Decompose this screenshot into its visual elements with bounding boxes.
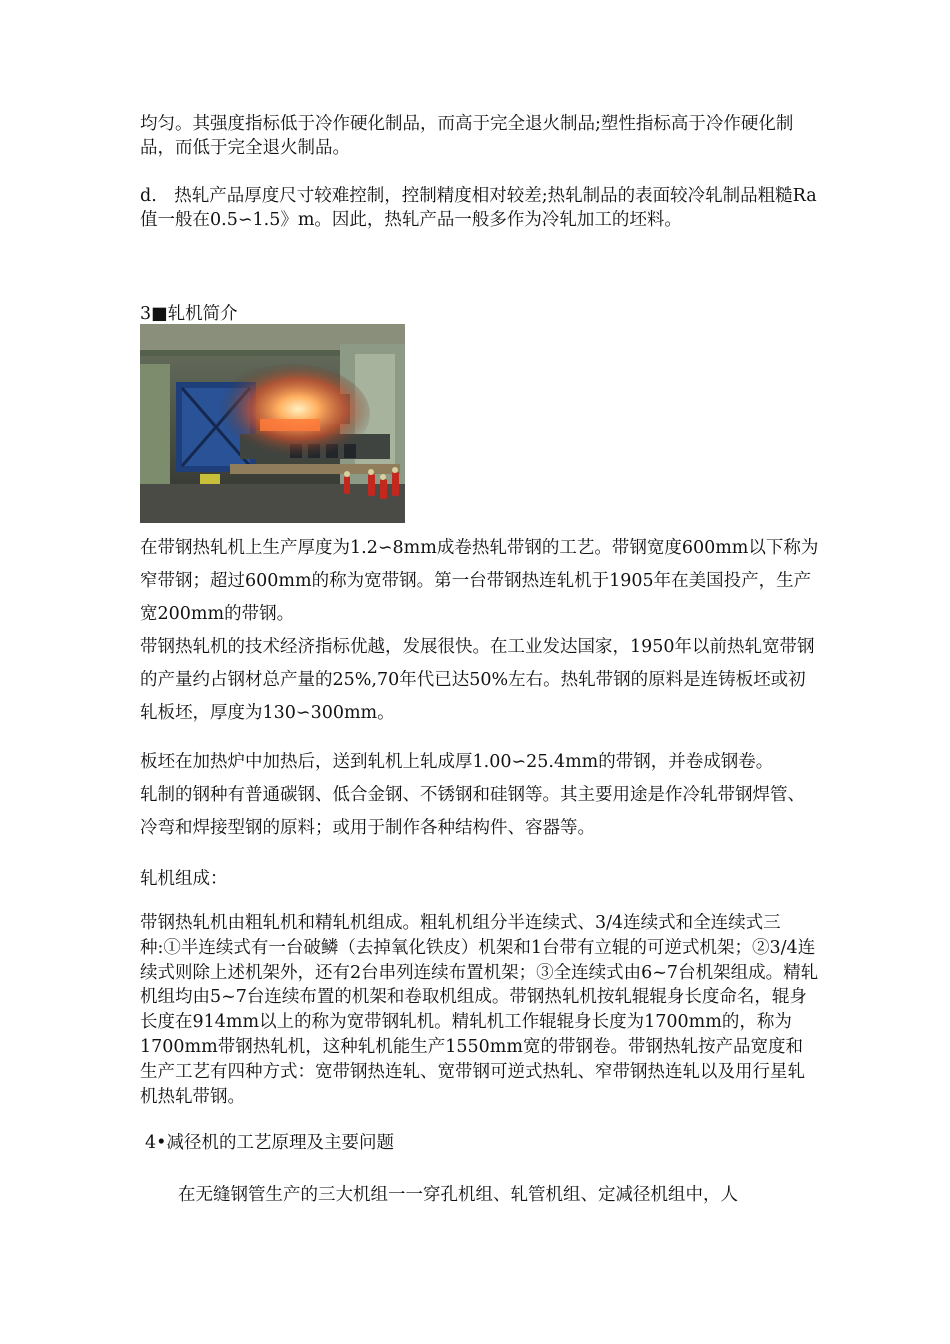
paragraph-strip-thickness: 在带钢热轧机上生产厚度为1.2∽8mm成卷热轧带钢的工艺。带钢宽度600mm以下称为窄带钢；超过600mm的称为宽带钢。第一台带钢热连轧机于1905年在美国投产，生产宽200mm的带钢。: [140, 538, 819, 624]
subheading-mill-composition: 轧机组成：: [140, 869, 228, 889]
paragraph-properties: 均匀。其强度指标低于冷作硬化制品，而高于完全退火制品;塑性指标高于冷作硬化制品，而低于完全退火制品。: [140, 114, 794, 158]
paragraph-steel-grades: 轧制的钢种有普通碳钢、低合金钢、不锈钢和硅钢等。其主要用途是作冷轧带钢焊管、冷弯和焊接型钢的原料；或用于制作各种结构件、容器等。: [140, 785, 805, 838]
paragraph-seamless-pipe: 在无缝钢管生产的三大机组一一穿孔机组、轧管机组、定减径机组中，人: [178, 1185, 738, 1205]
rolling-mill-photo: [140, 324, 405, 523]
paragraph-slab-heating-line1: 板坯在加热炉中加热后，送到轧机上轧成厚1.00∽25.4mm的带钢，并卷成钢卷。: [140, 752, 774, 772]
paragraph-mill-composition: 带钢热轧机由粗轧机和精轧机组成。粗轧机组分半连续式、3/4连续式和全连续式三种:①半连续式有一台破鳞（去掉氧化铁皮）机架和1台带有立辊的可逆式机架；②3/4连续式则除上述机架外，还有2台串列连续布置机架；③全连续式由6~7台机架组成。精轧机组均由5~7台连续布置的机架和卷取机组成。带钢热轧机按轧辊辊身长度命名，辊身长度在914mm以上的称为宽带钢轧机。精轧机工作辊辊身长度为1700mm的，称为1700mm带钢热轧机，这种轧机能生产1550mm宽的带钢卷。带钢热轧按产品宽度和生产工艺有四种方式：宽带钢热连轧、宽带钢可逆式热轧、窄带钢热连轧以及用行星轧机热轧带钢。: [140, 913, 819, 1107]
paragraph-hot-rolled-thickness: d. 热轧产品厚度尺寸较难控制，控制精度相对较差;热轧制品的表面较冷轧制品粗糙Ra值一般在0.5∽1.5》m。因此，热轧产品一般多作为冷轧加工的坯料。: [140, 186, 817, 230]
paragraph-economic-indicators: 带钢热轧机的技术经济指标优越，发展很快。在工业发达国家，1950年以前热轧宽带钢的产量约占钢材总产量的25%,70年代已达50%左右。热轧带钢的原料是连铸板坯或初轧板坯，厚度为130∽300mm。: [140, 637, 815, 723]
hot-rolling-mill-photo-icon: [140, 324, 405, 523]
section-heading-reducing-mill: 4•减径机的工艺原理及主要问题: [145, 1133, 394, 1153]
section-heading-rolling-mill: 3■轧机简介: [140, 304, 238, 324]
